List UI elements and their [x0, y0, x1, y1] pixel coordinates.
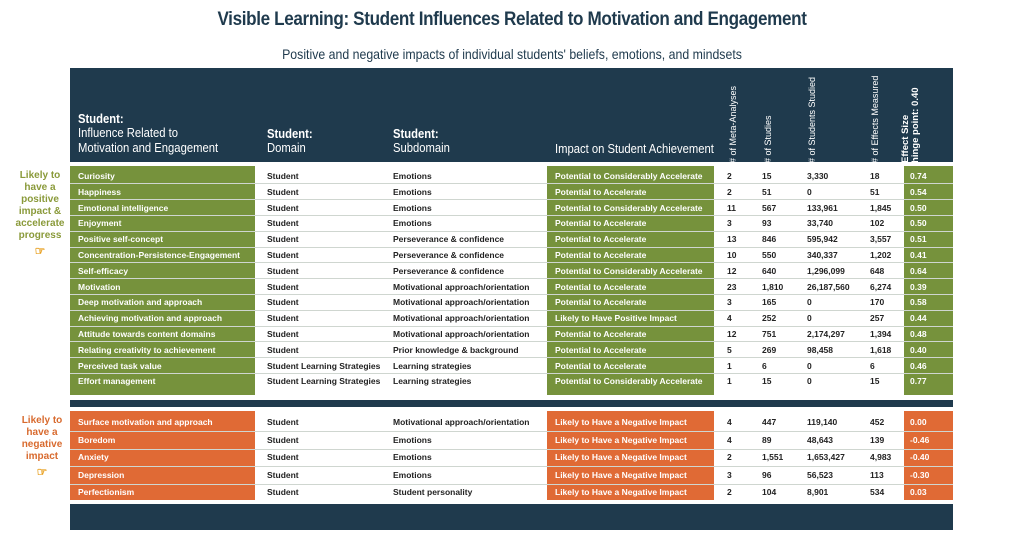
cell-effects: 1,394	[870, 329, 892, 339]
cell-subdomain: Perseverance & confidence	[393, 234, 505, 245]
cell-effects: 170	[870, 297, 885, 308]
header-students-studied	[806, 76, 820, 163]
table-row	[70, 342, 953, 358]
header-domain-bold: Student:	[267, 127, 313, 141]
cell-studies: 269	[762, 344, 777, 355]
negative-label-line: negative	[21, 439, 63, 450]
cell-effect-size: 0.48	[910, 329, 927, 339]
cell-influence: Happiness	[78, 186, 121, 197]
cell-effect-size: 0.44	[910, 313, 927, 324]
cell-studies: 165	[762, 297, 777, 308]
cell-impact: Likely to Have a Negative Impact	[555, 452, 687, 463]
cell-impact: Potential to Considerably Accelerate	[555, 171, 703, 181]
cell-students: 119,140	[807, 417, 838, 427]
cell-effects: 113	[870, 469, 884, 480]
cell-students: 56,523	[807, 469, 833, 480]
cell-impact: Likely to Have a Negative Impact	[555, 434, 687, 445]
cell-meta-analyses: 4	[727, 434, 732, 445]
cell-domain: Student	[267, 452, 299, 463]
cell-influence: Emotional intelligence	[78, 202, 169, 213]
cell-impact: Potential to Accelerate	[555, 250, 647, 260]
header-es-text	[901, 88, 921, 163]
cell-effect-size: -0.46	[910, 434, 930, 445]
cell-domain: Student	[267, 297, 299, 308]
cell-meta-analyses: 3	[727, 297, 732, 308]
cell-meta-analyses: 10	[727, 250, 737, 260]
cell-meta-analyses: 4	[727, 417, 732, 427]
cell-students: 0	[807, 376, 812, 387]
cell-effects: 15	[870, 376, 880, 387]
positive-label-line: accelerate	[15, 218, 65, 229]
negative-side-label	[12, 415, 72, 479]
cell-impact: Likely to Have a Negative Impact	[555, 469, 687, 480]
cell-students: 340,337	[807, 250, 838, 260]
cell-students: 1,653,427	[807, 452, 845, 463]
cell-influence: Anxiety	[78, 452, 109, 463]
cell-students: 0	[807, 313, 812, 324]
cell-effects: 534	[870, 487, 885, 498]
cell-impact: Potential to Accelerate	[555, 234, 647, 245]
cell-effect-size: 0.64	[910, 265, 927, 276]
cell-studies: 640	[762, 265, 777, 276]
table-row	[70, 432, 953, 448]
cell-influence: Boredom	[78, 434, 116, 445]
cell-influence: Deep motivation and approach	[78, 297, 203, 308]
cell-studies: 15	[762, 376, 772, 387]
cell-domain: Student	[267, 250, 299, 260]
cell-effect-size: 0.40	[910, 344, 927, 355]
table-row	[70, 263, 953, 279]
cell-influence: Enjoyment	[78, 218, 122, 229]
header-meta-analyses	[727, 83, 741, 163]
cell-subdomain: Emotions	[393, 218, 432, 229]
cell-domain: Student	[267, 469, 299, 480]
cell-domain: Student	[267, 218, 299, 229]
cell-students: 0	[807, 297, 812, 308]
table-row	[70, 484, 953, 500]
cell-studies: 550	[762, 250, 777, 260]
table-row	[70, 168, 953, 184]
header-studies	[762, 83, 776, 163]
cell-students: 33,740	[807, 218, 833, 229]
pointing-hand-icon: ☞	[34, 244, 46, 258]
cell-subdomain: Emotions	[393, 186, 432, 197]
cell-domain: Student	[267, 202, 299, 213]
cell-effect-size: 0.03	[910, 487, 927, 498]
cell-effects: 1,202	[870, 250, 892, 260]
cell-impact: Potential to Accelerate	[555, 360, 647, 371]
cell-studies: 567	[762, 202, 777, 213]
cell-subdomain: Motivational approach/orientation	[393, 297, 530, 308]
page-title: Visible Learning: Student Influences Related to Motivation and Engagement	[217, 9, 807, 30]
cell-students: 8,901	[807, 487, 829, 498]
cell-meta-analyses: 2	[727, 452, 732, 463]
cell-domain: Student	[267, 329, 299, 339]
cell-impact: Potential to Accelerate	[555, 186, 647, 197]
cell-subdomain: Learning strategies	[393, 376, 472, 387]
header-es-line2: hinge point: 0.40	[910, 87, 922, 163]
cell-domain: Student	[267, 186, 299, 197]
header-subdomain-bold: Student:	[393, 127, 439, 141]
cell-students: 26,187,560	[807, 281, 850, 292]
cell-studies: 93	[762, 218, 772, 229]
cell-meta-analyses: 11	[727, 202, 736, 213]
cell-domain: Student Learning Strategies	[267, 376, 381, 387]
header-influence-line1: Influence Related to	[78, 126, 179, 141]
cell-effect-size: 0.46	[910, 360, 927, 371]
positive-label-line: have a	[24, 182, 56, 193]
cell-meta-analyses: 13	[727, 234, 737, 245]
cell-studies: 51	[762, 186, 772, 197]
table-row	[70, 373, 953, 389]
cell-meta-analyses: 1	[727, 376, 732, 387]
cell-influence: Surface motivation and approach	[78, 417, 213, 427]
cell-effect-size: 0.58	[910, 297, 927, 308]
cell-domain: Student	[267, 171, 299, 181]
header-effects-label: # of Effects Measured	[870, 75, 880, 163]
cell-influence: Attitude towards content domains	[78, 329, 216, 339]
table-row	[70, 326, 953, 342]
cell-subdomain: Emotions	[393, 469, 432, 480]
cell-meta-analyses: 3	[727, 469, 732, 480]
cell-subdomain: Emotions	[393, 202, 432, 213]
cell-meta-analyses: 4	[727, 313, 732, 324]
cell-effect-size: 0.00	[910, 417, 927, 427]
cell-students: 98,458	[807, 344, 833, 355]
header-influence-bold: Student:	[78, 112, 124, 126]
cell-meta-analyses: 5	[727, 344, 732, 355]
cell-impact: Potential to Considerably Accelerate	[555, 376, 703, 387]
cell-domain: Student Learning Strategies	[267, 360, 381, 371]
positive-label-line: progress	[18, 230, 62, 241]
positive-label-line: Likely to	[19, 170, 61, 181]
cell-influence: Concentration-Persistence-Engagement	[78, 250, 241, 260]
cell-students: 133,961	[807, 202, 838, 213]
cell-effect-size: 0.39	[910, 281, 927, 292]
cell-effects: 139	[870, 434, 885, 445]
cell-influence: Perceived task value	[78, 360, 162, 371]
header-subdomain-label: Subdomain	[393, 141, 450, 156]
cell-influence: Effort management	[78, 376, 156, 387]
table-footer-band	[70, 504, 953, 530]
table-row	[70, 184, 953, 200]
cell-influence: Perfectionism	[78, 487, 135, 498]
cell-impact: Likely to Have a Negative Impact	[555, 417, 687, 427]
cell-meta-analyses: 1	[727, 360, 732, 371]
cell-meta-analyses: 3	[727, 218, 732, 229]
positive-label-line: impact &	[18, 206, 62, 217]
header-domain-label: Domain	[267, 141, 306, 156]
cell-subdomain: Perseverance & confidence	[393, 250, 505, 260]
cell-impact: Likely to Have a Negative Impact	[555, 487, 687, 498]
cell-subdomain: Motivational approach/orientation	[393, 313, 530, 324]
cell-studies: 447	[762, 417, 777, 427]
cell-subdomain: Motivational approach/orientation	[393, 417, 530, 427]
cell-effects: 648	[870, 265, 885, 276]
header-students-label: # of Students Studied	[807, 76, 817, 163]
header-es-line1: Effect Size	[900, 114, 912, 163]
cell-subdomain: Prior knowledge & background	[393, 344, 519, 355]
cell-impact: Potential to Considerably Accelerate	[555, 265, 703, 276]
header-meta-label: # of Meta-Analyses	[728, 85, 738, 163]
table-row	[70, 247, 953, 263]
cell-effects: 51	[870, 186, 880, 197]
header-studies-label: # of Studies	[763, 115, 773, 163]
table-row	[70, 215, 953, 231]
cell-studies: 6	[762, 360, 767, 371]
cell-meta-analyses: 2	[727, 487, 732, 498]
cell-studies: 751	[762, 329, 777, 339]
header-effect-size	[900, 83, 924, 163]
negative-label-line: Likely to	[21, 415, 63, 426]
cell-impact: Potential to Considerably Accelerate	[555, 202, 703, 213]
cell-domain: Student	[267, 234, 299, 245]
cell-meta-analyses: 12	[727, 265, 737, 276]
cell-effect-size: 0.74	[910, 171, 927, 181]
cell-studies: 96	[762, 469, 772, 480]
cell-subdomain: Emotions	[393, 171, 432, 181]
cell-effect-size: 0.54	[910, 186, 927, 197]
cell-studies: 1,551	[762, 452, 784, 463]
cell-effect-size: 0.50	[910, 218, 927, 229]
negative-label-line: impact	[25, 451, 59, 462]
table-row	[70, 449, 953, 465]
positive-label-line: positive	[21, 194, 59, 205]
cell-effects: 1,845	[870, 202, 892, 213]
cell-influence: Motivation	[78, 281, 121, 292]
cell-effects: 452	[870, 417, 885, 427]
cell-subdomain: Learning strategies	[393, 360, 472, 371]
cell-effect-size: 0.50	[910, 202, 927, 213]
header-domain	[267, 127, 313, 156]
header-effects-measured	[869, 75, 883, 163]
cell-effect-size: -0.40	[910, 452, 930, 463]
table-row	[70, 467, 953, 483]
cell-studies: 846	[762, 234, 777, 245]
table-row	[70, 294, 953, 310]
table-row	[70, 279, 953, 295]
positive-side-label	[10, 170, 70, 258]
cell-subdomain: Emotions	[393, 434, 432, 445]
cell-impact: Potential to Accelerate	[555, 218, 647, 229]
section-divider	[70, 400, 953, 407]
cell-effects: 6	[870, 360, 875, 371]
cell-studies: 1,810	[762, 281, 784, 292]
cell-subdomain: Motivational approach/orientation	[393, 281, 530, 292]
header-subdomain	[393, 127, 450, 156]
cell-studies: 104	[762, 487, 777, 498]
cell-studies: 89	[762, 434, 772, 445]
cell-effect-size: 0.51	[910, 234, 927, 245]
cell-influence: Self-efficacy	[78, 265, 129, 276]
cell-students: 48,643	[807, 434, 833, 445]
header-impact-label: Impact on Student Achievement	[555, 142, 714, 156]
cell-effects: 4,983	[870, 452, 892, 463]
cell-effect-size: -0.30	[910, 469, 930, 480]
table-row	[70, 310, 953, 326]
cell-students: 0	[807, 360, 812, 371]
negative-label-line: have a	[26, 427, 58, 438]
cell-impact: Potential to Accelerate	[555, 344, 647, 355]
cell-domain: Student	[267, 417, 299, 427]
cell-effects: 1,618	[870, 344, 892, 355]
header-influence	[78, 112, 218, 155]
cell-influence: Achieving motivation and approach	[78, 313, 223, 324]
cell-impact: Potential to Accelerate	[555, 297, 647, 308]
cell-students: 1,296,099	[807, 265, 845, 276]
header-influence-line2: Motivation and Engagement	[78, 140, 219, 155]
cell-effects: 6,274	[870, 281, 892, 292]
cell-subdomain: Student personality	[393, 487, 473, 498]
cell-effects: 257	[870, 313, 885, 324]
cell-domain: Student	[267, 281, 299, 292]
cell-studies: 252	[762, 313, 777, 324]
cell-students: 595,942	[807, 234, 838, 245]
cell-effects: 18	[870, 171, 880, 181]
cell-domain: Student	[267, 313, 299, 324]
cell-influence: Relating creativity to achievement	[78, 344, 216, 355]
page-subtitle: Positive and negative impacts of individual students' beliefs, emotions, and mindsets	[282, 46, 742, 62]
cell-studies: 15	[762, 171, 772, 181]
table-row	[70, 231, 953, 247]
header-impact	[555, 142, 714, 156]
cell-subdomain: Motivational approach/orientation	[393, 329, 530, 339]
pointing-hand-icon: ☞	[36, 465, 48, 479]
cell-effects: 3,557	[870, 234, 892, 245]
table-row	[70, 414, 953, 430]
cell-domain: Student	[267, 487, 299, 498]
cell-domain: Student	[267, 265, 299, 276]
cell-meta-analyses: 12	[727, 329, 737, 339]
cell-impact: Potential to Accelerate	[555, 281, 647, 292]
cell-domain: Student	[267, 344, 299, 355]
cell-effects: 102	[870, 218, 885, 229]
cell-effect-size: 0.41	[910, 250, 927, 260]
cell-students: 2,174,297	[807, 329, 845, 339]
cell-effect-size: 0.77	[910, 376, 927, 387]
cell-impact: Potential to Accelerate	[555, 329, 647, 339]
cell-meta-analyses: 2	[727, 186, 732, 197]
cell-meta-analyses: 23	[727, 281, 737, 292]
table-row	[70, 200, 953, 216]
cell-subdomain: Emotions	[393, 452, 432, 463]
cell-impact: Likely to Have Positive Impact	[555, 313, 677, 324]
cell-students: 0	[807, 186, 812, 197]
cell-subdomain: Perseverance & confidence	[393, 265, 505, 276]
cell-students: 3,330	[807, 171, 829, 181]
cell-influence: Depression	[78, 469, 125, 480]
cell-meta-analyses: 2	[727, 171, 732, 181]
cell-influence: Curiosity	[78, 171, 115, 181]
cell-influence: Positive self-concept	[78, 234, 164, 245]
cell-domain: Student	[267, 434, 299, 445]
table-row	[70, 358, 953, 374]
